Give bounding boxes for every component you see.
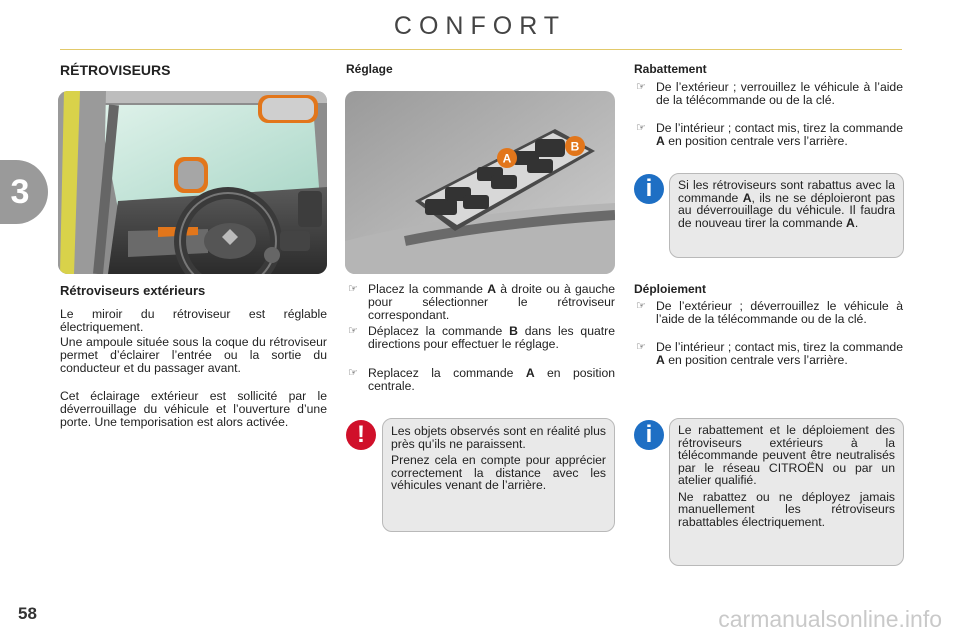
- switch-label-a: A: [502, 151, 512, 166]
- page-header-title: CONFORT: [393, 12, 567, 40]
- pointing-hand-icon: ☞: [636, 341, 646, 353]
- pointing-hand-icon: ☞: [636, 300, 646, 312]
- heading-folding: Rabattement: [634, 62, 707, 76]
- paragraph-lamp: Une ampoule située sous la coque du rétroviseur permet d’éclairer l’entrée ou la sortie du conducteur et du passager avant.: [60, 335, 327, 375]
- pointing-hand-icon: ☞: [348, 283, 358, 295]
- bullet-fold-inside: ☞ De l’intérieur ; contact mis, tirez la commande A en position centrale vers l’arrière.: [636, 121, 903, 148]
- header-rule: [60, 49, 902, 50]
- info-text-neutralise-2: Ne rabattez ou ne déployez jamais manuellement les rétroviseurs rabattables électriquement.: [678, 489, 895, 529]
- pointing-hand-icon: ☞: [348, 325, 358, 337]
- info-text-folded: Si les rétroviseurs sont rabattus avec la commande A, ils ne se déploieront pas au déverrouillage du véhicule. Il faudra de nouveau tirer la commande A.: [678, 178, 895, 230]
- subheading-exterior-mirrors: Rétroviseurs extérieurs: [60, 283, 206, 298]
- warning-note: [382, 418, 615, 532]
- warning-text-2: Prenez cela en compte pour apprécier correctement la distance avec les véhicules venant de l’arrière.: [391, 453, 606, 492]
- bullet-reset-control: ☞ Replacez la commande A en position centrale.: [348, 366, 615, 393]
- heading-unfolding: Déploiement: [634, 282, 707, 296]
- pointing-hand-icon: ☞: [348, 367, 358, 379]
- bullet-unfold-inside: ☞ De l’intérieur ; contact mis, tirez la commande A en position centrale vers l’arrière.: [636, 340, 903, 367]
- paragraph-adjustable: Le miroir du rétroviseur est réglable électriquement.: [60, 307, 327, 334]
- bullet-unfold-outside: ☞ De l’extérieur ; déverrouillez le véhicule à l’aide de la télécommande ou de la clé.: [636, 299, 903, 326]
- info-icon: i: [634, 420, 664, 450]
- bullet-move-control: ☞ Déplacez la commande B dans les quatre directions pour effectuer le réglage.: [348, 324, 615, 351]
- section-title: RÉTROVISEURS: [60, 62, 171, 78]
- watermark: carmanualsonline.info: [718, 606, 942, 632]
- info-text-neutralise-1: Le rabattement et le déploiement des rétroviseurs extérieurs à la télécommande peuvent être neutralisés par le réseau CITROËN ou par un atelier qualifié.: [678, 423, 895, 487]
- bullet-select-mirror: ☞ Placez la commande A à droite ou à gauche pour sélectionner le rétroviseur correspondant.: [348, 282, 616, 322]
- warning-icon: !: [346, 420, 376, 450]
- switch-label-b: B: [570, 139, 580, 154]
- pointing-hand-icon: ☞: [636, 81, 646, 93]
- warning-text-1: Les objets observés sont en réalité plus près qu’ils ne paraissent.: [391, 424, 606, 451]
- pointing-hand-icon: ☞: [636, 122, 646, 134]
- heading-adjustment: Réglage: [346, 62, 393, 76]
- page-number: 58: [18, 604, 37, 623]
- info-note-neutralise: [669, 418, 904, 566]
- chapter-number: 3: [10, 173, 30, 211]
- car-interior-illustration: [58, 91, 327, 274]
- bullet-fold-outside: ☞ De l’extérieur ; verrouillez le véhicule à l’aide de la télécommande ou de la clé.: [636, 80, 903, 107]
- info-note-folded: [669, 173, 904, 258]
- paragraph-lighting: Cet éclairage extérieur est sollicité par le déverrouillage du véhicule et l’ouverture d’une porte. Une temporisation est alors activée.: [60, 389, 327, 429]
- mirror-switch-illustration: [345, 91, 615, 274]
- info-icon: i: [634, 174, 664, 204]
